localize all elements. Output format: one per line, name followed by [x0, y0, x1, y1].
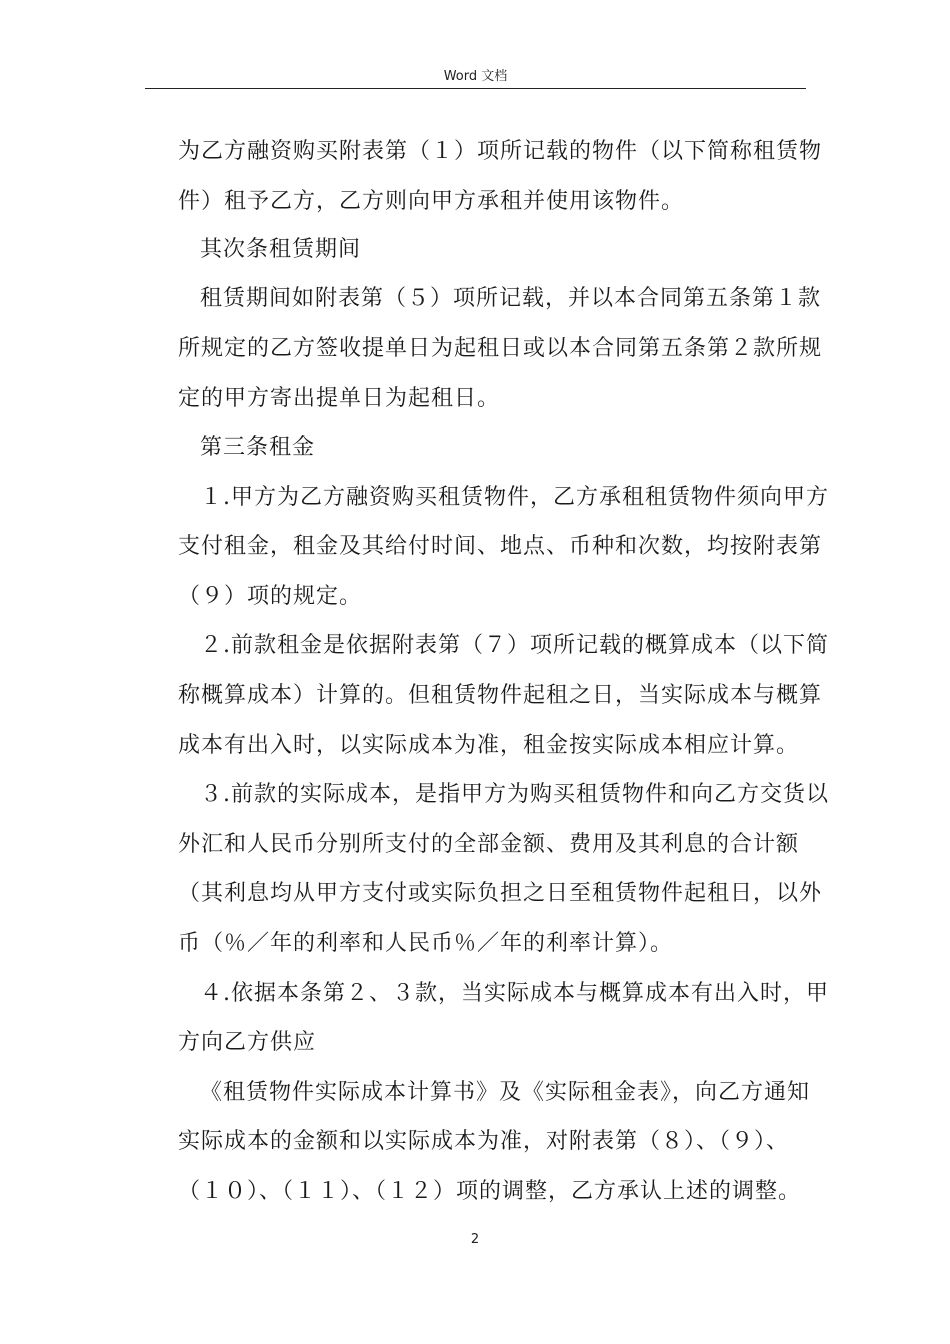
page-number: 2 — [470, 1232, 480, 1247]
body-line: （其利息均从甲方支付或实际负担之日至租赁物件起租日，以外 — [178, 881, 823, 906]
header-divider — [145, 88, 806, 89]
body-line: ３.前款的实际成本，是指甲方为购买租赁物件和向乙方交货以 — [200, 782, 829, 807]
section-heading: 第三条租金 — [200, 435, 316, 460]
body-line: 支付租金，租金及其给付时间、地点、币种和次数，均按附表第 — [178, 534, 823, 559]
body-line: 为乙方融资购买附表第（１）项所记载的物件（以下简称租赁物 — [178, 139, 823, 164]
body-line: 《租赁物件实际成本计算书》及《实际租金表》，向乙方通知 — [200, 1080, 811, 1105]
body-line: 定的甲方寄出提单日为起租日。 — [178, 386, 501, 411]
body-line: ４.依据本条第２、３款，当实际成本与概算成本有出入时，甲 — [200, 981, 829, 1006]
body-line: ２.前款租金是依据附表第（７）项所记载的概算成本（以下简 — [200, 633, 829, 658]
body-line: 方向乙方供应 — [178, 1030, 317, 1055]
body-line: （１０）、（１１）、（１２）项的调整，乙方承认上述的调整。 — [178, 1179, 802, 1204]
body-line: 所规定的乙方签收提单日为起租日或以本合同第五条第２款所规 — [178, 336, 823, 361]
body-line: （９）项的规定。 — [178, 584, 363, 609]
body-line: 外汇和人民币分别所支付的全部金额、费用及其利息的合计额 — [178, 832, 800, 857]
page-header: Word 文档 — [443, 69, 508, 84]
body-line: １.甲方为乙方融资购买租赁物件，乙方承租租赁物件须向甲方 — [200, 485, 829, 510]
body-line: 称概算成本）计算的。但租赁物件起租之日，当实际成本与概算 — [178, 683, 823, 708]
section-heading: 其次条租赁期间 — [200, 237, 362, 262]
body-line: 租赁期间如附表第（５）项所记载，并以本合同第五条第１款 — [200, 286, 822, 311]
body-line: 成本有出入时，以实际成本为准，租金按实际成本相应计算。 — [178, 733, 800, 758]
body-line: 件）租予乙方，乙方则向甲方承租并使用该物件。 — [178, 189, 685, 214]
body-line: 实际成本的金额和以实际成本为准，对附表第（８）、（９）、 — [178, 1129, 790, 1154]
body-line: 币（％／年的利率和人民币％／年的利率计算）。 — [178, 931, 674, 956]
